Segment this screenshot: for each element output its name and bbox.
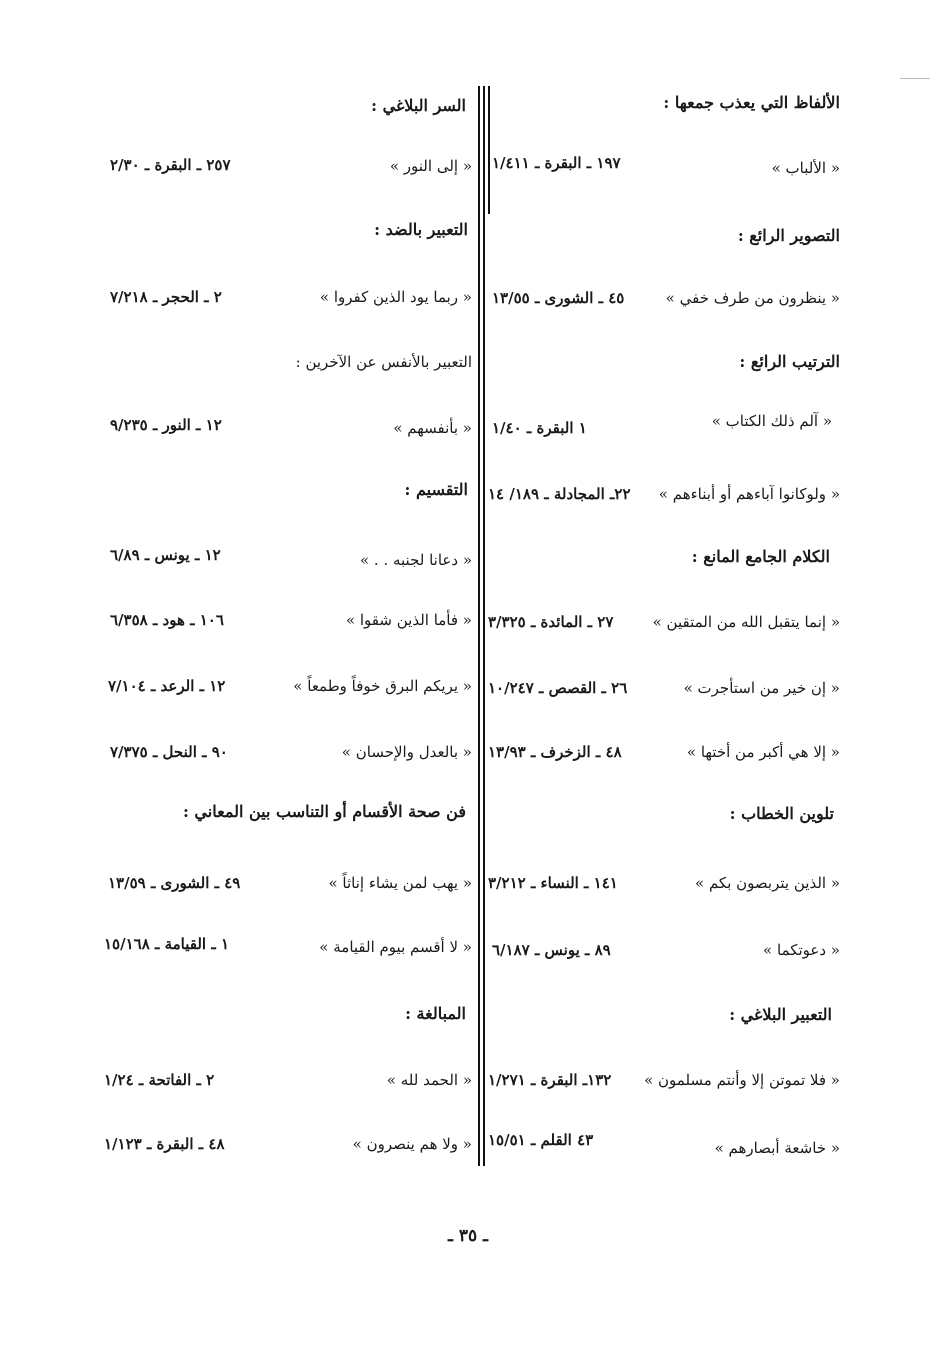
quran-reference: ١ ـ القيامة ـ ١٥/١٦٨ bbox=[104, 935, 230, 953]
quran-reference: ٢٢ـ المجادلة ـ ١٨٩/ ١٤ bbox=[488, 485, 631, 503]
quran-reference: ٢ ـ الفاتحة ـ ١/٢٤ bbox=[104, 1071, 215, 1089]
quran-reference: ٨٩ ـ يونس ـ ٦/١٨٧ bbox=[492, 941, 611, 959]
quote-entry: « دعانا لجنبه . . » bbox=[359, 551, 472, 569]
quran-reference: ١٢ ـ الرعد ـ ٧/١٠٤ bbox=[108, 677, 226, 695]
section-heading: الكلام الجامع المانع : bbox=[691, 547, 830, 566]
quote-entry: « بأنفسهم » bbox=[393, 419, 472, 437]
quote-entry: « فلا تموتن إلا وأنتم مسلمون » bbox=[644, 1071, 840, 1089]
quote-entry: « دعوتكما » bbox=[763, 941, 840, 959]
quote-entry: « بالعدل والإحسان » bbox=[341, 743, 472, 761]
quote-entry: « ولوكانوا آباءهم أو أبناءهم » bbox=[658, 485, 840, 503]
quran-reference: ١٢ ـ يونس ـ ٦/٨٩ bbox=[110, 546, 221, 564]
section-heading: الترتيب الرائع : bbox=[739, 352, 840, 371]
section-heading: الألفاظ التي يعذب جمعها : bbox=[663, 93, 840, 112]
quote-entry: « الذين يتربصون بكم » bbox=[695, 874, 840, 892]
quran-reference: ٤٩ ـ الشورى ـ ١٣/٥٩ bbox=[108, 874, 241, 892]
quote-entry: « ربما يود الذين كفروا » bbox=[319, 288, 472, 306]
quran-reference: ١٩٧ ـ البقرة ـ ١/٤١١ bbox=[492, 154, 621, 172]
quran-reference: ٢٥٧ ـ البقرة ـ ٢/٣٠ bbox=[110, 156, 231, 174]
section-heading: تلوين الخطاب : bbox=[729, 804, 834, 823]
section-heading: المبالغة : bbox=[405, 1004, 466, 1023]
quran-reference: ٤٥ ـ الشورى ـ ١٣/٥٥ bbox=[492, 289, 625, 307]
quran-reference: ١٠٦ ـ هود ـ ٦/٣٥٨ bbox=[110, 611, 224, 629]
quote-entry: « ولا هم ينصرون » bbox=[352, 1135, 472, 1153]
scan-mark bbox=[900, 78, 930, 79]
section-heading: التصوير الرائع : bbox=[737, 226, 840, 245]
quran-reference: ١٤١ ـ النساء ـ ٣/٢١٢ bbox=[488, 874, 618, 892]
section-heading: التعبير بالأنفس عن الآخرين : bbox=[295, 353, 472, 371]
quran-reference: ١ البقرة ـ ١/٤٠ bbox=[492, 419, 587, 437]
quote-entry: « خاشعة أبصارهم » bbox=[714, 1139, 840, 1157]
quote-entry: « إنما يتقبل الله من المتقين » bbox=[652, 613, 840, 631]
column-divider bbox=[483, 86, 485, 1166]
quran-reference: ٩٠ ـ النحل ـ ٧/٣٧٥ bbox=[110, 743, 228, 761]
quote-entry: « آلم ذلك الكتاب » bbox=[711, 412, 832, 430]
quran-reference: ٢٦ ـ القصص ـ ١٠/٢٤٧ bbox=[488, 679, 628, 697]
quran-reference: ٢ ـ الحجر ـ ٧/٢١٨ bbox=[110, 288, 222, 306]
quote-entry: « إلى النور » bbox=[389, 157, 472, 175]
quran-reference: ١٢ ـ النور ـ ٩/٢٣٥ bbox=[110, 416, 222, 434]
quran-reference: ٢٧ ـ المائدة ـ ٣/٣٢٥ bbox=[488, 613, 614, 631]
quote-entry: « الحمد لله » bbox=[386, 1071, 472, 1089]
quote-entry: « يهب لمن يشاء إناثاً » bbox=[328, 874, 472, 892]
quote-entry: « الألباب » bbox=[771, 159, 840, 177]
page-number: ـ ٣٥ ـ bbox=[447, 1226, 489, 1246]
quran-reference: ١٣٢ـ البقرة ـ ١/٢٧١ bbox=[488, 1071, 612, 1089]
quote-entry: « لا أقسم بيوم القيامة » bbox=[319, 938, 472, 956]
quran-reference: ٤٣ القلم ـ ١٥/٥١ bbox=[488, 1131, 594, 1149]
quote-entry: « فأما الذين شقوا » bbox=[345, 611, 472, 629]
quran-reference: ٤٨ ـ الزخرف ـ ١٣/٩٣ bbox=[488, 743, 622, 761]
section-heading: التعبير البلاغي : bbox=[729, 1005, 832, 1024]
section-heading: فن صحة الأقسام أو التناسب بين المعاني : bbox=[182, 802, 466, 821]
quote-entry: « يريكم البرق خوفاً وطمعاً » bbox=[293, 677, 472, 695]
column-divider bbox=[478, 86, 480, 1166]
quran-reference: ٤٨ ـ البقرة ـ ١/١٢٣ bbox=[104, 1135, 225, 1153]
column-divider bbox=[488, 86, 490, 214]
section-heading: التعبير بالضد : bbox=[374, 220, 468, 239]
quote-entry: « إن خير من استأجرت » bbox=[683, 679, 840, 697]
section-heading: السر البلاغي : bbox=[371, 96, 466, 115]
section-heading: التقسيم : bbox=[404, 480, 468, 499]
quote-entry: « ينظرون من طرف خفي » bbox=[665, 289, 840, 307]
quote-entry: « إلا هي أكبر من أختها » bbox=[686, 743, 840, 761]
